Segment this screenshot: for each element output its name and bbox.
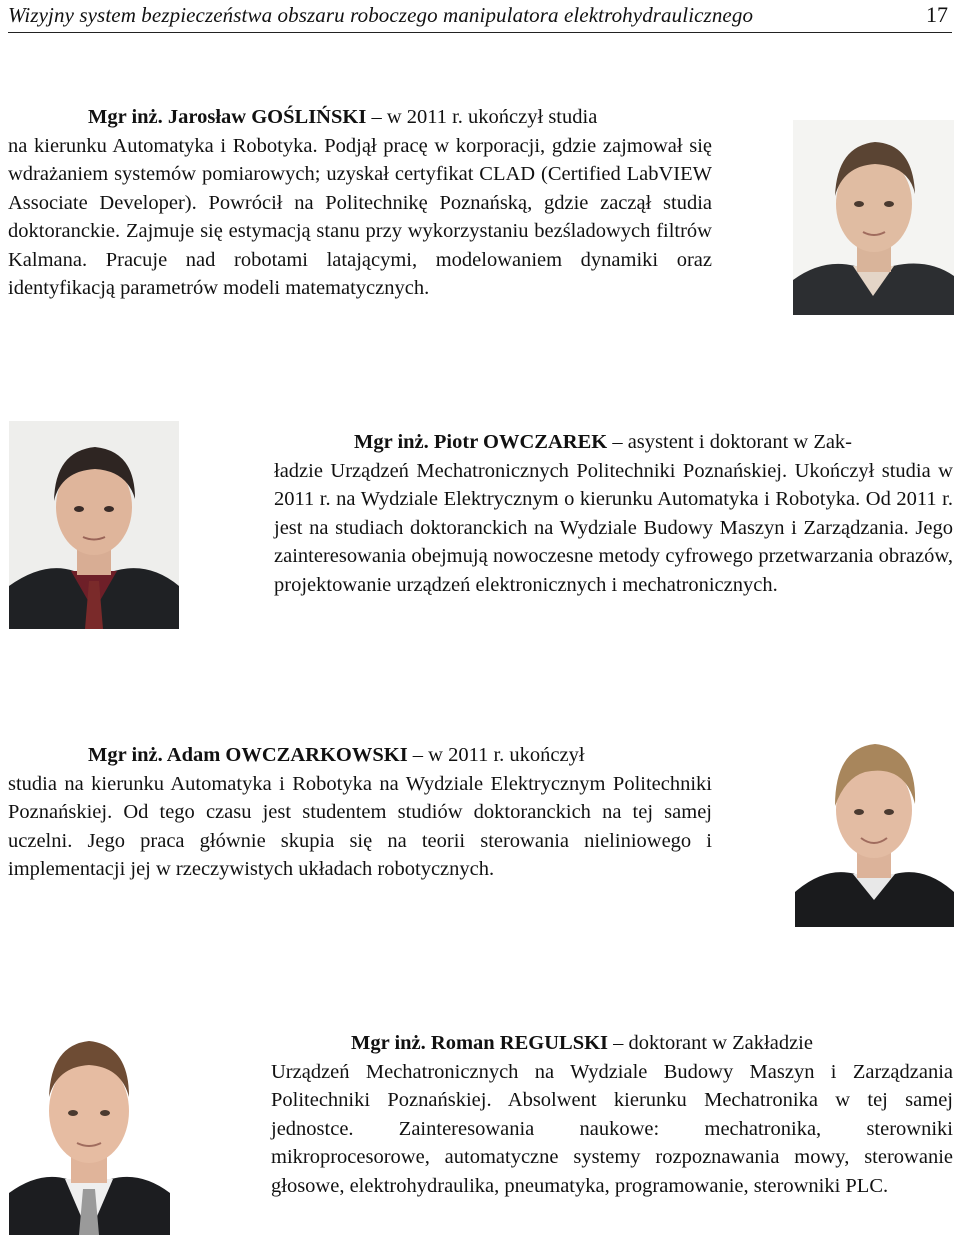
bio-lead bbox=[8, 103, 712, 132]
page-number: 17 bbox=[926, 2, 948, 27]
bio-lead-text: – w 2011 r. ukończył bbox=[407, 744, 585, 766]
bio-name: Mgr inż. Roman REGULSKI bbox=[351, 1032, 609, 1054]
bio-lead bbox=[274, 428, 953, 457]
bio-lead bbox=[8, 741, 712, 770]
bio-owczarek bbox=[274, 428, 953, 599]
bio-regulski bbox=[271, 1029, 953, 1200]
bio-name: Mgr inż. Jarosław GOŚLIŃSKI bbox=[88, 106, 367, 128]
bio-lead-text: – w 2011 r. ukończył studia bbox=[366, 106, 598, 128]
portrait-photo-owczarkowski bbox=[795, 724, 954, 927]
bio-text: ładzie Urządzeń Mechatronicznych Politechniki Poznańskiej. Ukończył studia w 2011 r. na Wydziale Elektrycznym o kierunku Automatyka i Robotyka. Od 2011 r. jest na studiach doktoranckich na Wydziale Budowy Maszyn i Zarządzania. Jego zainteresowania obejmują nowoczesne metody cyfrowego przetwarzania obrazów, projektowanie urządzeń elektronicznych i mechatronicznych. bbox=[274, 459, 953, 596]
running-header bbox=[8, 0, 952, 33]
portrait-photo-goslinski bbox=[793, 120, 954, 315]
bio-lead-text: – asystent i doktorant w Zak- bbox=[607, 431, 853, 453]
bio-text: studia na kierunku Automatyka i Robotyka na Wydziale Elektrycznym Politechniki Poznańskiej. Od tego czasu jest studentem studiów doktoranckich na tej samej uczelni. Jego praca głównie skupia się na teorii sterowania nieliniowego i implementacji jej w rzeczywistych układach robotycznych. bbox=[8, 772, 712, 880]
bio-goslinski bbox=[8, 103, 712, 303]
bio-name: Mgr inż. Piotr OWCZAREK bbox=[354, 431, 608, 453]
portrait-photo-owczarek bbox=[9, 421, 179, 629]
bio-text: na kierunku Automatyka i Robotyka. Podjął pracę w korporacji, gdzie zajmował się wdrażaniem systemów pomiarowych; uzyskał certyfikat CLAD (Certified LabVIEW Associate Developer). Powrócił na Politechnikę Poznańską, gdzie zaczął studia doktoranckie. Zajmuje się estymacją stanu przy wykorzystaniu bezśladowych filtrów Kalmana. Pracuje nad robotami latającymi, modelowaniem dynamiki oraz identyfikacją parametrów modeli matematycznych. bbox=[8, 134, 712, 299]
bio-lead-text: – doktorant w Zakładzie bbox=[608, 1032, 813, 1054]
header-title: Wizyjny system bezpieczeństwa obszaru roboczego manipulatora elektrohydraulicznego bbox=[8, 3, 754, 27]
bio-name: Mgr inż. Adam OWCZARKOWSKI bbox=[88, 744, 408, 766]
bio-owczarkowski bbox=[8, 741, 712, 884]
bio-text: Urządzeń Mechatronicznych na Wydziale Budowy Maszyn i Zarządzania Politechniki Poznańskiej. Absolwent kierunku Mechatronika w tej samej jednostce. Zainteresowania naukowe: mechatronika, sterowniki mikroprocesorowe, automatyczne systemy rozpoznawania mowy, sterowanie głosowe, elektrohydraulika, pneumatyka, programowanie, sterowniki PLC. bbox=[271, 1060, 953, 1197]
portrait-photo-regulski bbox=[9, 1021, 170, 1235]
bio-lead bbox=[271, 1029, 953, 1058]
